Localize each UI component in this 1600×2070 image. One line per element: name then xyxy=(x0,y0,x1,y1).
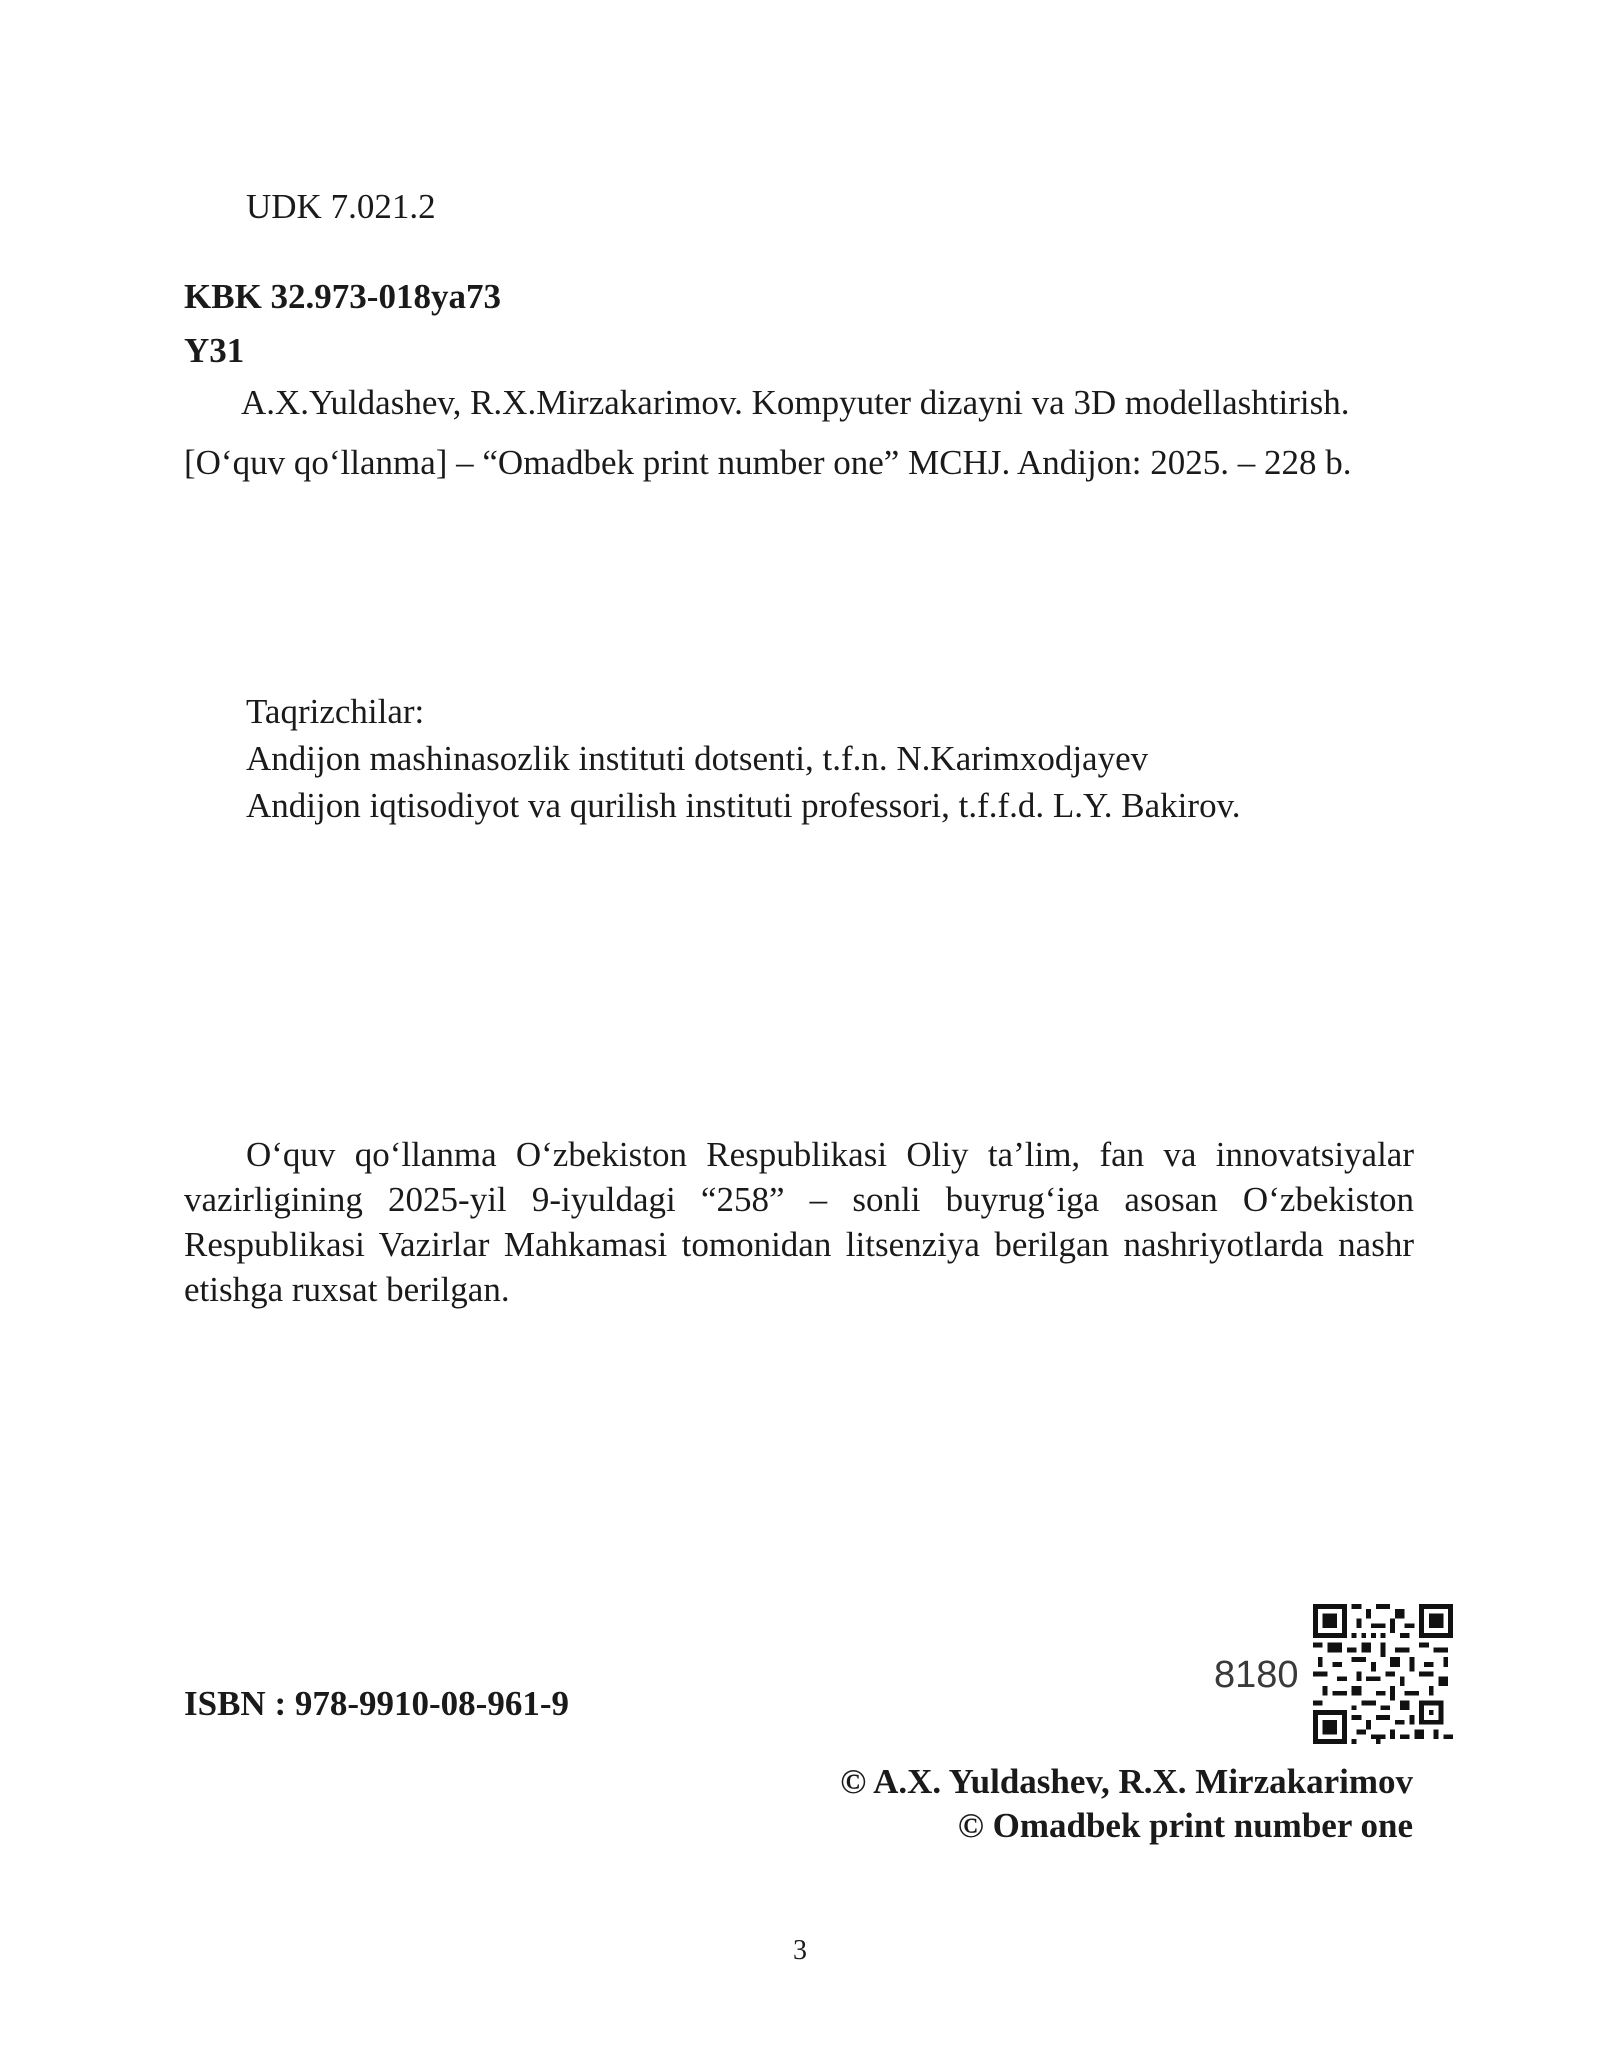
page-number: 3 xyxy=(793,1935,807,1966)
kbk-code: KBK 32.973-018ya73 xyxy=(184,277,501,316)
approval-paragraph: O‘quv qo‘llanma O‘zbekiston Respublikasi Oliy ta’lim, fan va innovatsiyalar vazirligining 2025-yil 9-iyuldagi “258” – sonli buyrug‘iga asosan O‘zbekiston Respublikasi Vazirlar Mahkamasi tomonidan litsenziya berilgan nashriyotlarda nashr etishga ruxsat berilgan. xyxy=(184,1135,1414,1309)
copyright-block xyxy=(840,1760,1413,1848)
index-code: Y31 xyxy=(184,331,245,370)
citation-line-1: A.X.Yuldashev, R.X.Mirzakarimov. Kompyuter dizayni va 3D modellashtirish. xyxy=(241,383,1350,422)
reviewer-item: Andijon iqtisodiyot va qurilish instituti professori, t.f.f.d. L.Y. Bakirov. xyxy=(246,786,1241,825)
copyright-authors: © A.X. Yuldashev, R.X. Mirzakarimov xyxy=(840,1762,1413,1801)
reviewers-heading: Taqrizchilar: xyxy=(246,692,425,731)
qr-code-icon xyxy=(1313,1604,1453,1744)
reviewer-item: Andijon mashinasozlik instituti dotsenti, t.f.n. N.Karimxodjayev xyxy=(246,739,1149,778)
reviewers-block xyxy=(246,688,1241,829)
udk-code: UDK 7.021.2 xyxy=(246,187,436,226)
isbn: ISBN : 978-9910-08-961-9 xyxy=(184,1684,569,1723)
qr-number: 8180 xyxy=(1214,1654,1299,1696)
copyright-publisher: © Omadbek print number one xyxy=(957,1806,1413,1845)
citation-line-2: [O‘quv qo‘llanma] – “Omadbek print number one” MCHJ. Andijon: 2025. – 228 b. xyxy=(184,443,1352,482)
